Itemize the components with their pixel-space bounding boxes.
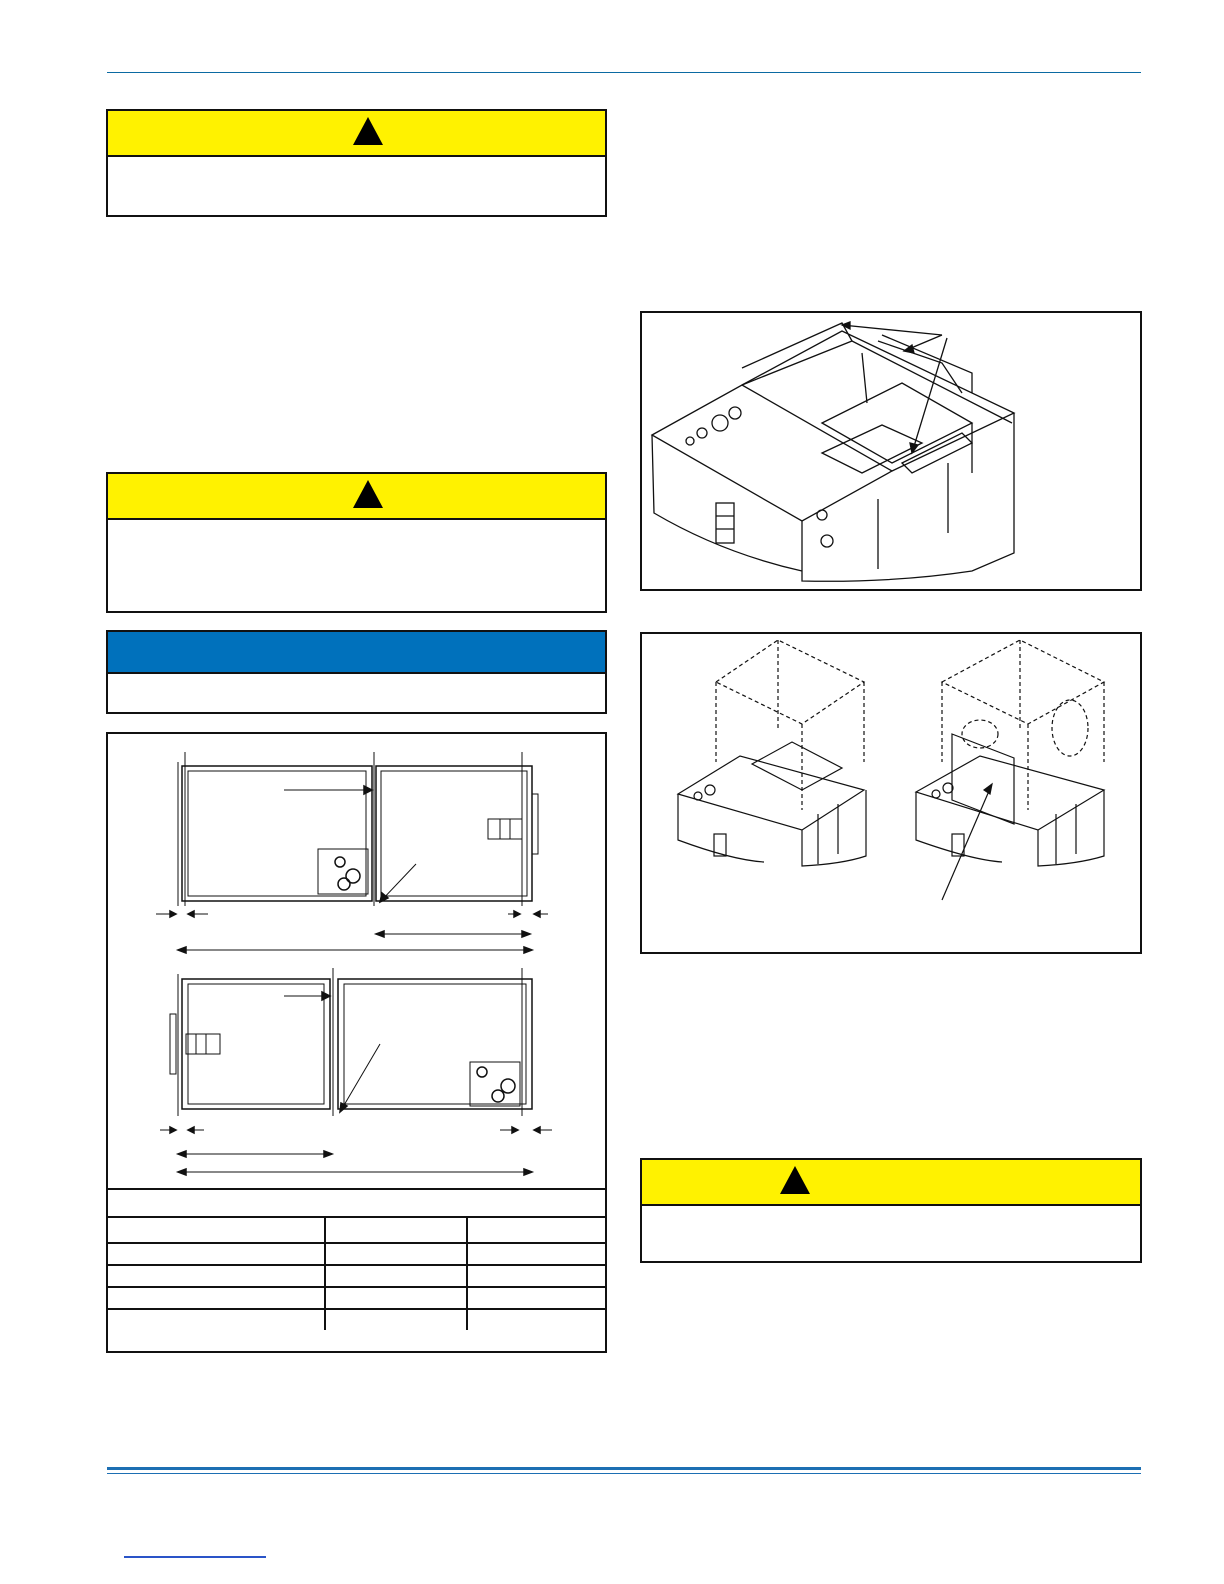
coil-placement-figure — [640, 632, 1142, 954]
warning-callout-3 — [640, 1158, 1142, 1263]
notice-header — [108, 632, 605, 674]
table-row — [108, 1217, 605, 1243]
base-top-view-figure — [106, 732, 607, 1353]
table-row — [108, 1309, 605, 1330]
table-row — [108, 1189, 605, 1217]
warning-callout-2 — [106, 472, 607, 613]
base-isometric-drawing — [642, 313, 1140, 589]
warning-header — [108, 474, 605, 520]
lower-panel-left — [182, 979, 330, 1109]
upper-panel-right — [376, 766, 532, 901]
lower-panel-right — [338, 979, 532, 1109]
right-unit — [942, 640, 1104, 810]
warning-triangle-icon — [353, 117, 383, 145]
warning-header — [642, 1160, 1140, 1206]
coil-placement-drawing — [642, 634, 1140, 952]
header-rule — [107, 72, 1141, 73]
warning-triangle-icon — [780, 1166, 810, 1194]
table-row — [108, 1287, 605, 1309]
warning-triangle-icon — [353, 480, 383, 508]
dimension-table — [108, 1188, 605, 1330]
warning-callout-1 — [106, 109, 607, 217]
footer-link-underline[interactable] — [124, 1556, 266, 1558]
footer-rule-thin — [107, 1473, 1141, 1474]
upper-panel-left — [182, 766, 372, 901]
footer-rule-thick — [107, 1467, 1141, 1470]
table-row — [108, 1265, 605, 1287]
table-row — [108, 1243, 605, 1265]
base-isometric-figure — [640, 311, 1142, 591]
warning-header — [108, 111, 605, 157]
notice-callout — [106, 630, 607, 714]
base-top-view-drawing — [108, 734, 605, 1189]
